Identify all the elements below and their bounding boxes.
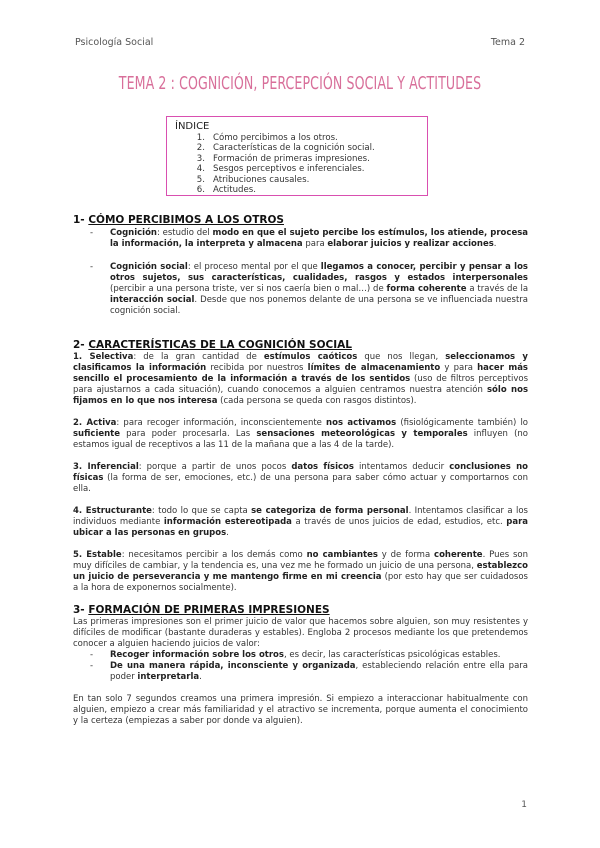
index-item-number: 4. — [196, 164, 205, 175]
bullet-dash: - — [90, 228, 94, 238]
page-title: TEMA 2 : COGNICIÓN, PERCEPCIÓN SOCIAL Y ACTITUDES — [118, 74, 482, 94]
header-subject: Psicología Social — [75, 37, 154, 48]
index-list — [173, 133, 421, 195]
index-title: ÍNDICE — [175, 121, 210, 132]
index-item-text: Formación de primeras impresiones. — [213, 153, 370, 164]
index-item-number: 5. — [196, 174, 205, 185]
index-item-text: Sesgos perceptivos e inferenciales. — [213, 164, 365, 175]
index-item-number: 3. — [196, 153, 205, 164]
bullet-dash: - — [90, 262, 94, 272]
index-box — [166, 116, 428, 196]
index-item — [173, 143, 421, 153]
section-2-heading — [73, 339, 528, 352]
index-item — [173, 133, 421, 143]
index-item-number: 6. — [196, 185, 205, 196]
bullet-dash: - — [90, 650, 94, 660]
bullet-text: De una manera rápida, inconsciente y organizada, estableciendo relación entre ella para poder interpretarla. — [110, 661, 528, 682]
index-item — [173, 164, 421, 174]
index-item-text: Actitudes. — [213, 185, 256, 196]
section-title: FORMACIÓN DE PRIMERAS IMPRESIONES — [88, 604, 330, 616]
index-item — [173, 185, 421, 195]
paragraph-estable: 5. Estable: necesitamos percibir a los demás como no cambiantes y de forma coherente. Pues son muy difíciles de cambiar, y la tendencia es, una vez me he formado un juicio de una persona, establezco un juicio de perseverancia y me mantengo firme en mi creencia (por esto hay que ser cuidadosos a la hora de exponernos socialmente). — [73, 550, 529, 593]
section-number: 1- — [73, 214, 89, 226]
index-item-text: Cómo percibimos a los otros. — [213, 133, 338, 143]
header-topic: Tema 2 — [490, 37, 525, 48]
bullet-text: Recoger información sobre los otros, es decir, las características psicológicas estables. — [110, 650, 501, 660]
section-1-heading — [73, 214, 528, 227]
index-item — [173, 154, 421, 164]
document-body — [73, 214, 528, 727]
paragraph-inferencial: 3. Inferencial: porque a partir de unos pocos datos físicos intentamos deducir conclusiones no físicas (la forma de ser, emociones, etc.) de una persona para saber cómo actuar y comportarnos con ella. — [73, 462, 529, 494]
bullet-item — [73, 262, 528, 317]
section-number: 3- — [73, 604, 89, 616]
paragraph-activa: 2. Activa: para recoger información, inconscientemente nos activamos (fisiológicamente también) lo suficiente para poder procesarla. Las sensaciones meteorológicas y temporales influyen (no estamos igual de receptivos a las 11 de la mañana que a las 4 de la tarde). — [73, 418, 528, 450]
section-number: 2- — [73, 339, 89, 351]
index-item-text: Atribuciones causales. — [213, 174, 310, 185]
bullet-item — [73, 650, 528, 661]
section-3-heading — [73, 604, 528, 617]
bullet-text: Cognición social: el proceso mental por el que llegamos a conocer, percibir y pensar a los otros sujetos, sus características, cualidades, rasgos y estados interpersonales (percibir a una persona triste, ver si nos caería bien o mal…) de forma coherente a través de la interacción social. Desde que nos ponemos delante de una persona se ve influenciada nuestra cognición social. — [110, 262, 529, 316]
bullet-item — [73, 228, 528, 250]
paragraph-estructurante: 4. Estructurante: todo lo que se capta se categoriza de forma personal. Intentamos clasificar a los individuos mediante información estereotipada a través de unos juicios de edad, estudios, etc. para ubicar a las personas en grupos. — [73, 506, 529, 538]
section-title: CÓMO PERCIBIMOS A LOS OTROS — [88, 214, 284, 226]
index-item-number: 2. — [196, 143, 205, 154]
paragraph-intro-impresiones: Las primeras impresiones son el primer juicio de valor que hacemos sobre alguien, son muy resistentes y difíciles de modificar (bastante duraderas y estables). Engloba 2 procesos mediante los que pretendemos conocer a alguien haciendo juicios de valor: — [73, 617, 528, 649]
index-item-text: Características de la cognición social. — [213, 143, 375, 154]
bullet-dash: - — [90, 661, 94, 671]
paragraph-siete-segundos: En tan solo 7 segundos creamos una primera impresión. Si empiezo a interaccionar habitualmente con alguien, empiezo a crear más familiaridad y el atractivo se incrementa, porque aumenta el conocimiento y la certeza (empiezas a saber por donde va alguien). — [73, 694, 528, 726]
paragraph-selectiva: 1. Selectiva: de la gran cantidad de estímulos caóticos que nos llegan, seleccionamos y clasificamos la información recibida por nuestros límites de almacenamiento y para hacer más sencillo el procesamiento de la información a través de los sentidos (uso de filtros perceptivos para ajustarnos a cada situación), cuando conocemos a alguien centramos nuestra atención sólo nos fijamos en lo que nos interesa (cada persona se queda con rasgos distintos). — [73, 352, 529, 406]
bullet-item — [73, 661, 528, 683]
index-item-number: 1. — [196, 133, 205, 143]
section-title: CARACTERÍSTICAS DE LA COGNICIÓN SOCIAL — [88, 339, 352, 351]
page-number: 1 — [521, 800, 527, 810]
bullet-text: Cognición: estudio del modo en que el sujeto percibe los estímulos, los atiende, procesa la información, la interpreta y almacena para elaborar juicios y realizar acciones. — [110, 228, 528, 249]
index-item — [173, 175, 421, 185]
